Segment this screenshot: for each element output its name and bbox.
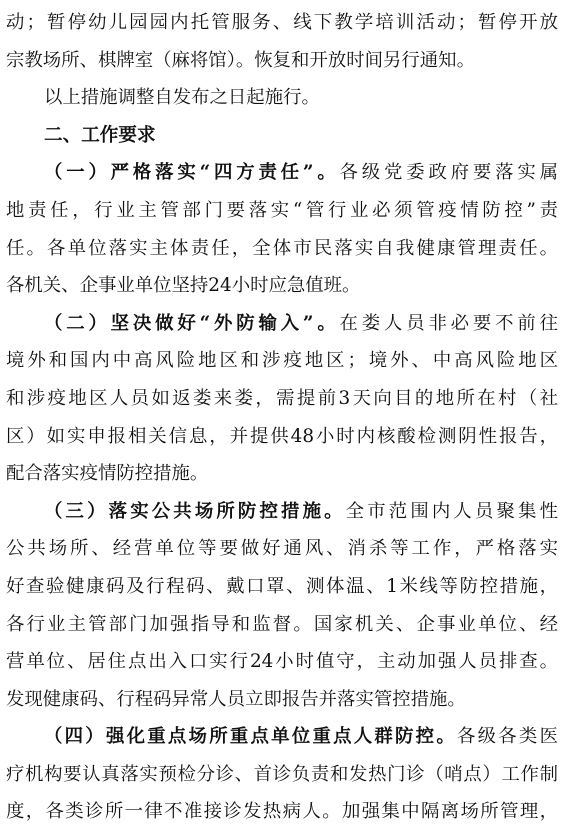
paragraph-2-line-1 <box>6 305 558 343</box>
paragraph-2-line-3 <box>6 380 558 418</box>
paragraph-4-line-1 <box>6 718 558 756</box>
body-line-3 <box>6 79 558 117</box>
line-text: 宗教场所、棋牌室（麻将馆）。恢复和开放时间另行通知。 <box>6 49 475 71</box>
line-text: 公共场所、经营单位等要做好通风、消杀等工作，严格落实 <box>6 538 558 560</box>
paragraph-4-line-2 <box>6 756 558 794</box>
heading-text: 二、工作要求 <box>44 124 156 146</box>
paragraph-2-title: （二）坚决做好“外防输入”。 <box>44 312 340 334</box>
paragraph-2-line-4 <box>6 418 558 456</box>
line-text: 任。各单位落实主体责任，全体市民落实自我健康管理责任。 <box>6 237 558 259</box>
line-text: 在娄人员非必要不前往 <box>339 312 558 334</box>
line-text: 地责任，行业主管部门要落实“管行业必须管疫情防控”责 <box>6 199 558 221</box>
line-text: 发现健康码、行程码异常人员立即报告并落实管控措施。 <box>6 688 466 710</box>
body-line-1 <box>6 4 558 42</box>
line-text: 营单位、居住点出入口实行24小时值守，主动加强人员排查。 <box>6 651 558 673</box>
paragraph-2-line-5 <box>6 455 558 493</box>
paragraph-3-line-5 <box>6 643 558 681</box>
paragraph-1-line-4 <box>6 267 558 305</box>
paragraph-1-title: （一）严格落实“四方责任”。 <box>44 162 340 184</box>
paragraph-1-line-2 <box>6 192 558 230</box>
line-text: 境外和国内中高风险地区和涉疫地区；境外、中高风险地区 <box>6 350 558 372</box>
paragraph-3-line-4 <box>6 606 558 644</box>
line-text: 和涉疫地区人员如返娄来娄，需提前3天向目的地所在村（社 <box>6 387 558 409</box>
line-text: 好查验健康码及行程码、戴口罩、测体温、1米线等防控措施， <box>6 575 558 597</box>
paragraph-4-title: （四）强化重点场所重点单位重点人群防控。 <box>44 726 457 748</box>
paragraph-1-line-1 <box>6 154 558 192</box>
line-text: 配合落实疫情防控措施。 <box>6 463 209 485</box>
line-text: 疗机构要认真落实预检分诊、首诊负责和发热门诊（哨点）工作制 <box>6 763 558 785</box>
paragraph-3-line-6 <box>6 681 558 719</box>
line-text: 各机关、企事业单位坚持24小时应急值班。 <box>6 275 361 297</box>
paragraph-3-title: （三）落实公共场所防控措施。 <box>44 500 346 522</box>
paragraph-3-line-2 <box>6 530 558 568</box>
line-text: 各级党委政府要落实属 <box>339 162 558 184</box>
paragraph-3-line-3 <box>6 568 558 606</box>
line-text: 各级各类医 <box>456 726 558 748</box>
line-text: 度，各类诊所一律不准接诊发热病人。加强集中隔离场所管理， <box>6 801 558 823</box>
paragraph-3-line-1 <box>6 493 558 531</box>
line-text: 各行业主管部门加强指导和监督。国家机关、企事业单位、经 <box>6 613 558 635</box>
line-text: 动；暂停幼儿园园内托管服务、线下教学培训活动；暂停开放 <box>6 12 558 33</box>
paragraph-4-line-3 <box>6 793 558 831</box>
line-text: 区）如实申报相关信息，并提供48小时内核酸检测阴性报告， <box>6 425 558 447</box>
paragraph-1-line-3 <box>6 230 558 268</box>
section-heading <box>6 117 558 155</box>
body-line-2 <box>6 42 558 80</box>
line-text: 全市范围内人员聚集性 <box>345 500 558 522</box>
line-text: 以上措施调整自发布之日起施行。 <box>44 87 320 109</box>
paragraph-2-line-2 <box>6 342 558 380</box>
